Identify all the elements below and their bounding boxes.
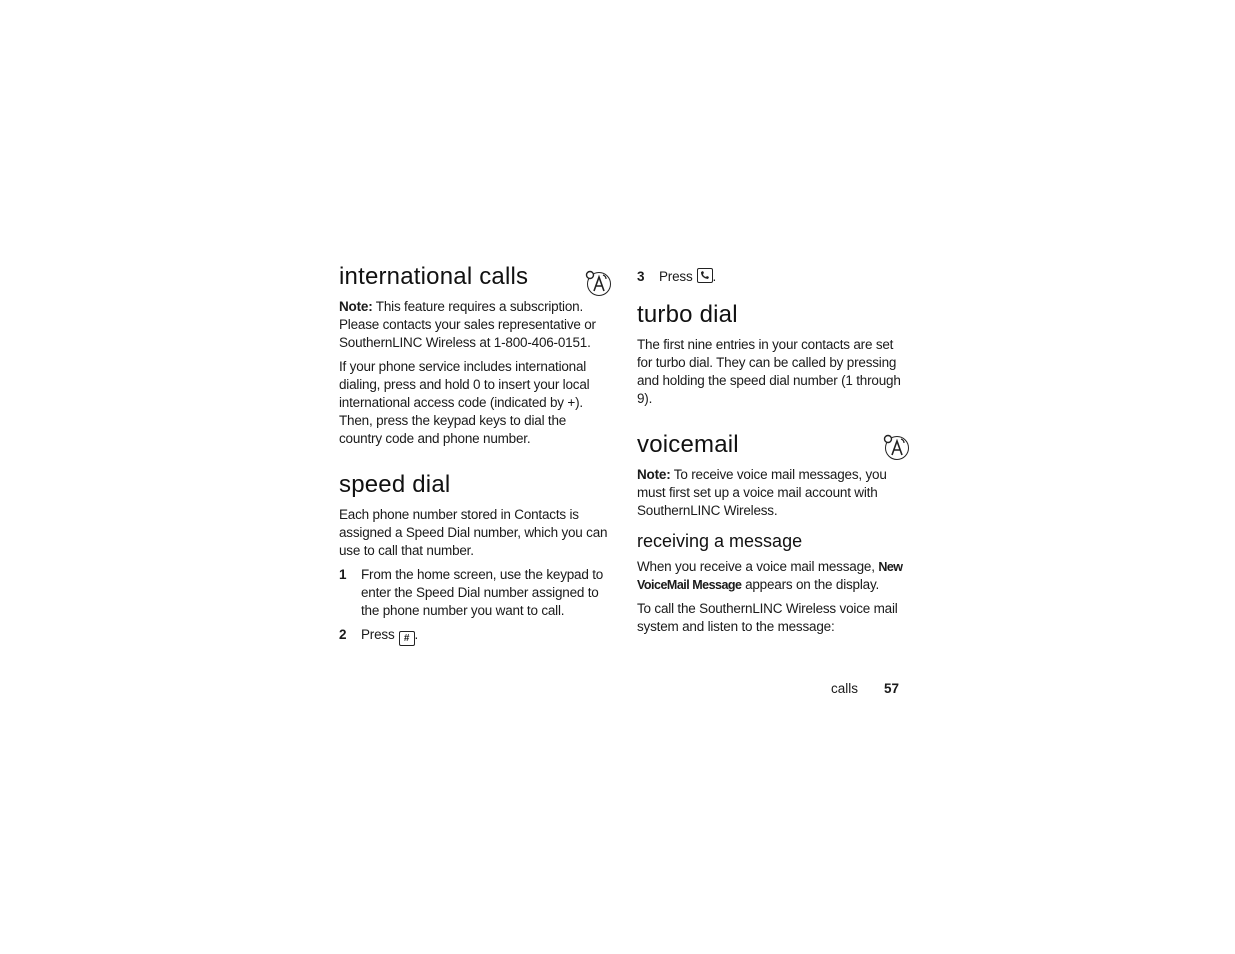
send-key-icon (697, 268, 713, 283)
international-calls-heading: international calls (339, 263, 529, 290)
turbo-dial-section (637, 300, 907, 408)
call-voicemail-body: To call the SouthernLINC Wireless voice mail system and listen to the message: (637, 601, 898, 634)
speed-dial-body: Each phone number stored in Contacts is assigned a Speed Dial number, which you can use to call that number. (339, 507, 608, 558)
turbo-dial-body: The first nine entries in your contacts are set for turbo dial. They can be called by pressing and holding the speed dial number (1 through 9). (637, 337, 901, 406)
international-calls-body: If your phone service includes international dialing, press and hold 0 to insert your local international access code (indicated by +). Then, press the keypad keys to dial the country code and phone number. (339, 359, 590, 446)
network-feature-icon (587, 272, 611, 296)
voicemail-section (637, 430, 907, 636)
right-column (637, 262, 907, 642)
display-message-text: New VoiceMail Message (637, 560, 903, 592)
speed-dial-step-2: 2 Press # . (339, 627, 419, 644)
speed-dial-step-3: 3 Press . (637, 269, 717, 284)
receiving-message-subheading: receiving a message (637, 531, 803, 551)
page-number: 57 (884, 681, 900, 696)
speed-dial-section (339, 470, 609, 646)
speed-dial-step-1: 1 From the home screen, use the keypad to enter the Speed Dial number assigned to the phone number you want to call. (339, 567, 604, 618)
left-column (339, 262, 609, 652)
international-calls-section (339, 262, 609, 448)
voicemail-heading: voicemail (637, 431, 739, 458)
pound-key-icon: # (399, 631, 415, 646)
international-calls-note: Note: This feature requires a subscription. Please contacts your sales representative or SouthernLINC Wireless at 1-800-406-0151. (339, 299, 596, 350)
voicemail-note: Note: To receive voice mail messages, you must first set up a voice mail account with SouthernLINC Wireless. (637, 467, 887, 518)
speed-dial-heading: speed dial (339, 471, 451, 498)
page-footer (831, 680, 899, 698)
turbo-dial-heading: turbo dial (637, 301, 738, 328)
receiving-message-body: When you receive a voice mail message, New VoiceMail Message appears on the display. (637, 559, 903, 592)
footer-section-name: calls (831, 681, 859, 696)
network-feature-icon (885, 436, 909, 460)
